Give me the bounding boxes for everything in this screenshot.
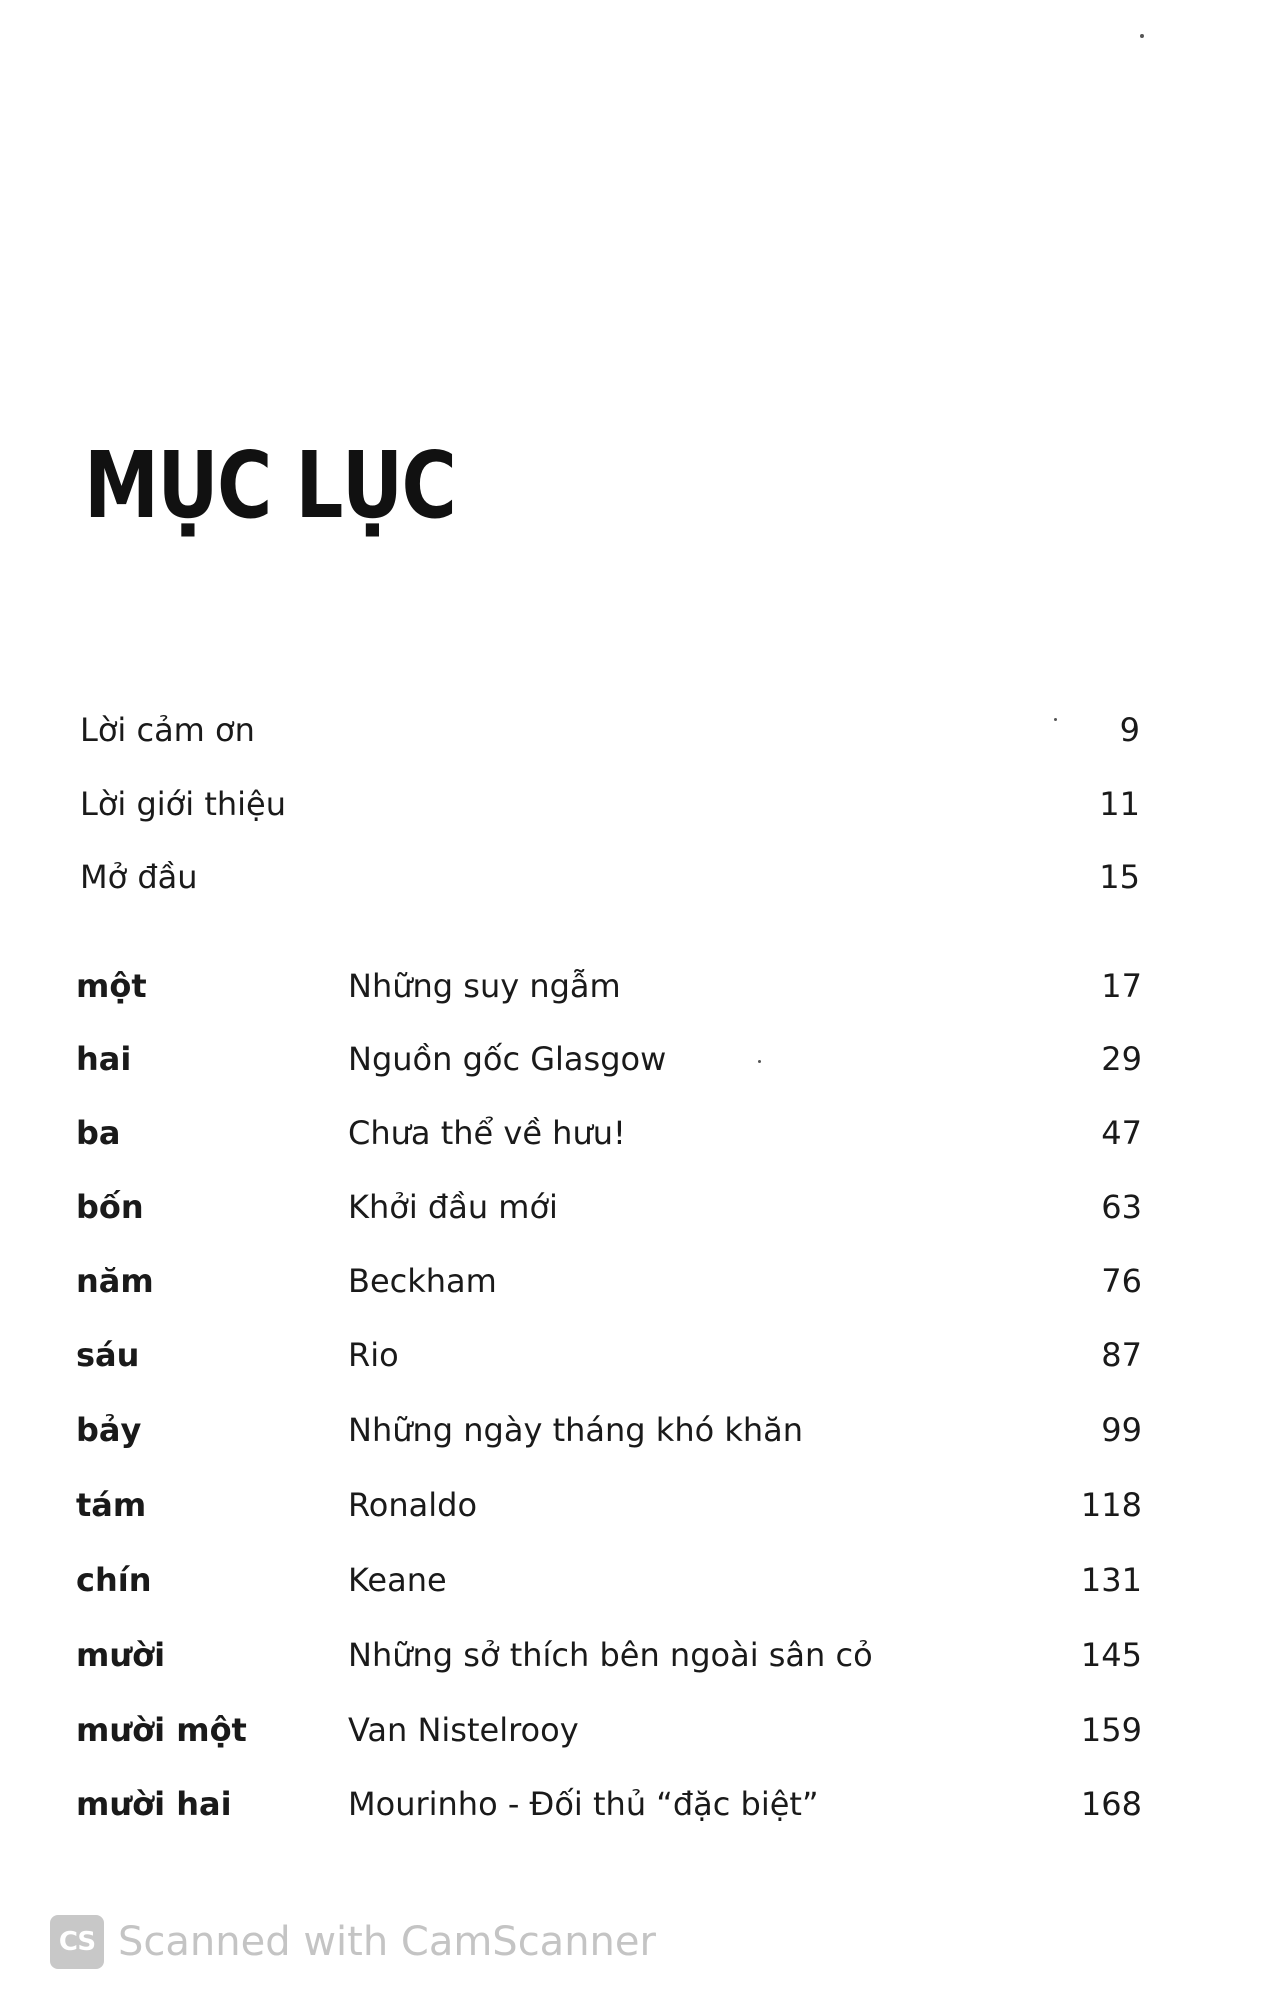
chapter-title: Những sở thích bên ngoài sân cỏ bbox=[348, 1636, 873, 1674]
chapter-number: chín bbox=[76, 1561, 152, 1599]
toc-chapter-row bbox=[76, 1708, 1142, 1752]
chapter-title: Những suy ngẫm bbox=[348, 967, 621, 1005]
toc-page-number: 29 bbox=[1101, 1040, 1142, 1078]
toc-page-number: 131 bbox=[1080, 1561, 1142, 1599]
toc-front-label: Lời giới thiệu bbox=[80, 785, 286, 823]
chapter-number: mười hai bbox=[76, 1785, 232, 1823]
toc-front-item bbox=[80, 855, 1140, 899]
toc-chapter-row bbox=[76, 1633, 1142, 1677]
scanner-watermark bbox=[50, 1912, 656, 1972]
toc-page-number: 118 bbox=[1080, 1486, 1142, 1524]
chapter-title: Beckham bbox=[348, 1262, 497, 1300]
toc-page-number: 99 bbox=[1101, 1411, 1142, 1449]
chapter-number: năm bbox=[76, 1262, 154, 1300]
chapter-title: Ronaldo bbox=[348, 1486, 478, 1524]
toc-chapter-row bbox=[76, 1782, 1142, 1826]
toc-page-number: 76 bbox=[1101, 1262, 1142, 1300]
toc-front-label: Mở đầu bbox=[80, 858, 198, 896]
toc-chapter-row bbox=[76, 964, 1142, 1008]
scan-speck bbox=[1140, 34, 1144, 38]
watermark-text: Scanned with CamScanner bbox=[118, 1919, 656, 1965]
toc-chapter-row bbox=[76, 1111, 1142, 1155]
chapter-number: mười một bbox=[76, 1711, 247, 1749]
chapter-number: tám bbox=[76, 1486, 147, 1524]
toc-chapter-row bbox=[76, 1483, 1142, 1527]
toc-chapter-row bbox=[76, 1333, 1142, 1377]
chapter-title: Mourinho - Đối thủ “đặc biệt” bbox=[348, 1785, 819, 1823]
chapter-title: Nguồn gốc Glasgow bbox=[348, 1040, 667, 1078]
toc-page-number: 145 bbox=[1080, 1636, 1142, 1674]
chapter-number: mười bbox=[76, 1636, 166, 1674]
page-title: MỤC LỤC bbox=[84, 432, 456, 539]
toc-chapter-row bbox=[76, 1185, 1142, 1229]
toc-page-number: 17 bbox=[1101, 967, 1142, 1005]
toc-chapter-row bbox=[76, 1558, 1142, 1602]
toc-page-number: 9 bbox=[1119, 711, 1140, 749]
toc-page-number: 63 bbox=[1101, 1188, 1142, 1226]
toc-page-number: 87 bbox=[1101, 1336, 1142, 1374]
toc-chapter-row bbox=[76, 1259, 1142, 1303]
toc-front-item bbox=[80, 782, 1140, 826]
toc-page-number: 168 bbox=[1080, 1785, 1142, 1823]
chapter-title: Chưa thể về hưu! bbox=[348, 1114, 626, 1152]
toc-page-number: 11 bbox=[1099, 785, 1140, 823]
chapter-number: một bbox=[76, 967, 147, 1005]
toc-page-number: 47 bbox=[1101, 1114, 1142, 1152]
chapter-title: Keane bbox=[348, 1561, 447, 1599]
chapter-title: Rio bbox=[348, 1336, 399, 1374]
toc-page-number: 15 bbox=[1099, 858, 1140, 896]
camscanner-logo-icon: CS bbox=[50, 1915, 104, 1969]
chapter-number: hai bbox=[76, 1040, 132, 1078]
toc-chapter-row bbox=[76, 1408, 1142, 1452]
chapter-number: bảy bbox=[76, 1411, 142, 1449]
toc-front-item bbox=[80, 708, 1140, 752]
toc-page-number: 159 bbox=[1080, 1711, 1142, 1749]
chapter-title: Những ngày tháng khó khăn bbox=[348, 1411, 804, 1449]
toc-chapter-row bbox=[76, 1037, 1142, 1081]
chapter-title: Khởi đầu mới bbox=[348, 1188, 558, 1226]
chapter-number: ba bbox=[76, 1114, 121, 1152]
toc-front-label: Lời cảm ơn bbox=[80, 711, 255, 749]
chapter-number: bốn bbox=[76, 1188, 144, 1226]
chapter-title: Van Nistelrooy bbox=[348, 1711, 579, 1749]
chapter-number: sáu bbox=[76, 1336, 140, 1374]
